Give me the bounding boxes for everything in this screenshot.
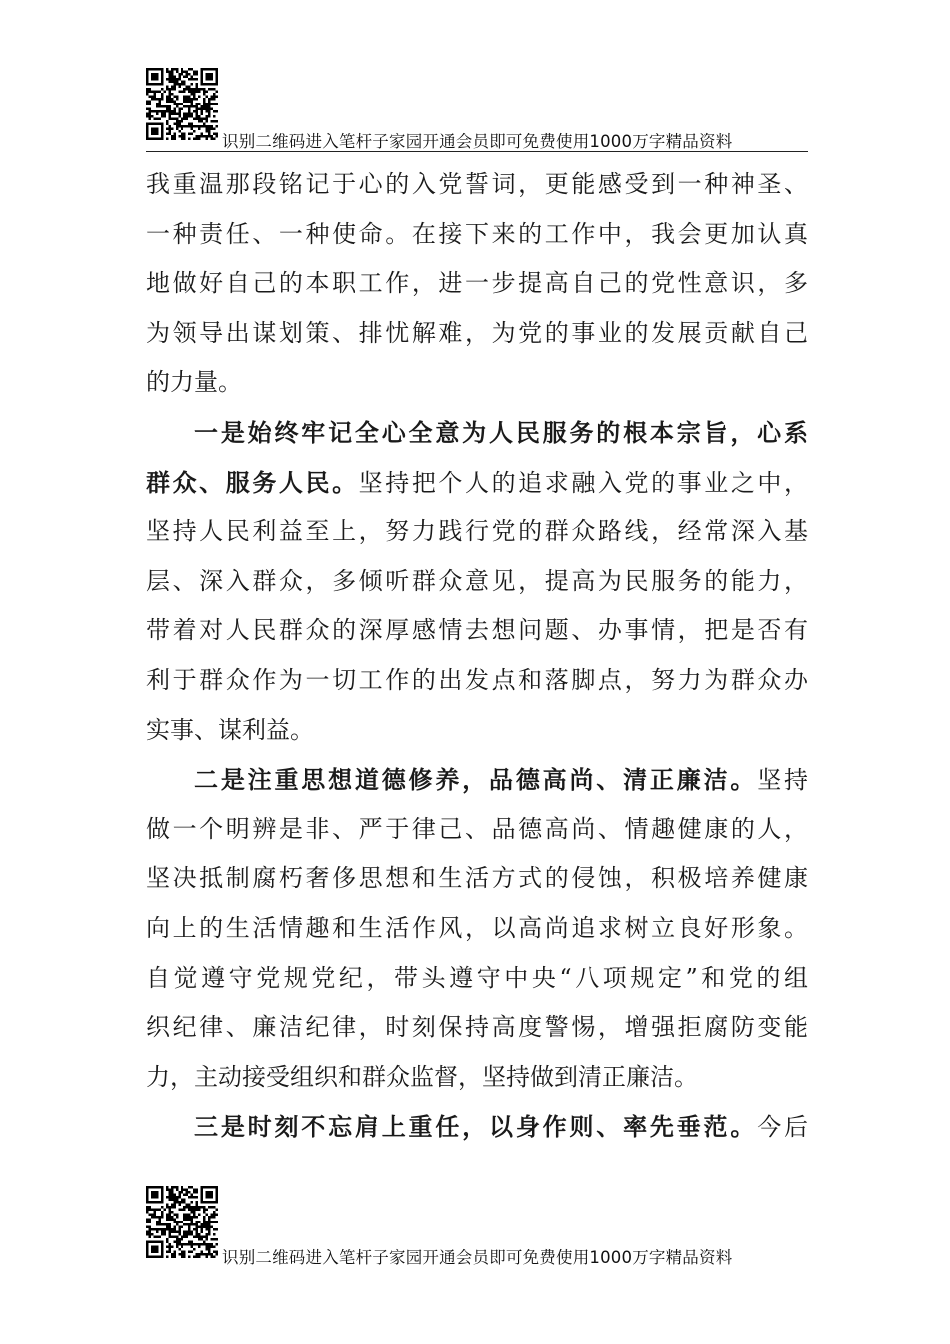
text-line: 我重温那段铭记于心的入党誓词，更能感受到一种神圣、 — [146, 170, 808, 198]
text-line: 坚持人民利益至上，努力践行党的群众路线，经常深入基 — [146, 517, 808, 546]
text-line: 织纪律、廉洁纪律，时刻保持高度警惕，增强拒腐防变能 — [146, 1013, 808, 1042]
header-divider — [146, 151, 808, 152]
paragraph-lead: 群众、服务人民。 — [146, 467, 359, 497]
text-line: 地做好自己的本职工作，进一步提高自己的党性意识，多 — [146, 269, 808, 298]
text-line: 利于群众作为一切工作的出发点和落脚点，努力为群众办 — [146, 665, 808, 694]
header-note: 识别二维码进入笔杆子家园开通会员即可免费使用1000万字精品资料 — [222, 132, 733, 151]
paragraph-lead: 三是时刻不忘肩上重任，以身作则、率先垂范。 — [194, 1112, 758, 1142]
qr-code-icon[interactable] — [146, 68, 218, 140]
paragraph-lead: 一是始终牢记全心全意为人民服务的根本宗旨，心系 — [194, 417, 808, 447]
paragraph-lead-line — [146, 1102, 808, 1152]
text-line: 带着对人民群众的深厚感情去想问题、办事情，把是否有 — [146, 616, 808, 645]
text-line: 为领导出谋划策、排忧解难，为党的事业的发展贡献自己 — [146, 318, 808, 347]
text-line: 向上的生活情趣和生活作风，以高尚追求树立良好形象。 — [146, 913, 808, 942]
text-span: 坚持把个人的追求融入党的事业之中， — [358, 468, 808, 497]
paragraph-lead: 二是注重思想道德修养，品德高尚、清正廉洁。 — [194, 765, 758, 795]
text-line: 层、深入群众，多倾听群众意见，提高为民服务的能力， — [146, 566, 808, 595]
text-line: 做一个明辨是非、严于律己、品德高尚、情趣健康的人， — [146, 814, 808, 843]
paragraph-lead-line — [146, 755, 808, 805]
text-line: 自觉遵守党规党纪，带头遵守中央“八项规定”和党的组 — [146, 963, 808, 992]
text-line: 的力量。 — [146, 368, 242, 397]
text-line: 坚决抵制腐朽奢侈思想和生活方式的侵蚀，积极培养健康 — [146, 864, 808, 893]
text-span: 今后 — [757, 1113, 808, 1142]
paragraph-lead-line — [146, 408, 808, 458]
text-line — [146, 458, 808, 508]
qr-code-icon[interactable] — [146, 1186, 218, 1258]
text-line: 实事、谋利益。 — [146, 715, 314, 744]
document-body — [146, 160, 808, 1152]
text-span: 坚持 — [757, 766, 808, 795]
text-line: 一种责任、一种使命。在接下来的工作中，我会更加认真 — [146, 219, 808, 248]
footer-note: 识别二维码进入笔杆子家园开通会员即可免费使用1000万字精品资料 — [222, 1248, 733, 1267]
text-line: 力，主动接受组织和群众监督，坚持做到清正廉洁。 — [146, 1062, 698, 1091]
